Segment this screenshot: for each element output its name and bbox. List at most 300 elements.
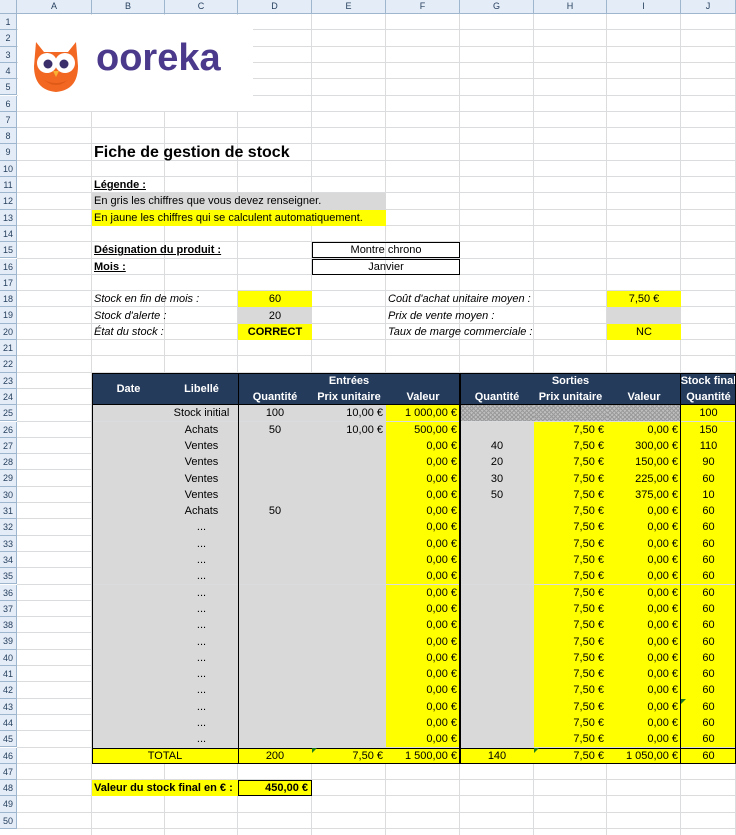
legend-yellow: En jaune les chiffres qui se calculent automatiquement. bbox=[92, 210, 386, 226]
cell-entrees-pu[interactable] bbox=[312, 731, 386, 747]
cell-sorties-qte[interactable] bbox=[460, 552, 534, 568]
cell-entrees-valeur[interactable]: 0,00 € bbox=[386, 650, 460, 666]
cell-libelle[interactable]: Ventes bbox=[165, 438, 238, 454]
cell-sorties-pu[interactable]: 7,50 € bbox=[534, 731, 607, 747]
cell-entrees-qte[interactable] bbox=[238, 470, 312, 486]
cell-date[interactable] bbox=[92, 568, 165, 584]
cell-sorties-valeur[interactable]: 0,00 € bbox=[607, 682, 681, 698]
cell-date[interactable] bbox=[92, 633, 165, 649]
cell-sorties-qte[interactable] bbox=[460, 699, 534, 715]
cell-entrees-pu[interactable] bbox=[312, 715, 386, 731]
row-header[interactable]: 22 bbox=[0, 356, 17, 372]
cell-entrees-valeur[interactable]: 0,00 € bbox=[386, 682, 460, 698]
header-stock-final: Stock final bbox=[681, 373, 736, 389]
header-entrees-valeur: Valeur bbox=[386, 389, 460, 405]
cell-entrees-qte[interactable] bbox=[238, 650, 312, 666]
row-header[interactable]: 34 bbox=[0, 552, 17, 568]
row-header[interactable]: 24 bbox=[0, 389, 17, 405]
cell-entrees-valeur[interactable]: 0,00 € bbox=[386, 454, 460, 470]
cell-sorties-pu[interactable]: 7,50 € bbox=[534, 487, 607, 503]
legend-label: Légende : bbox=[94, 179, 146, 192]
cell-libelle[interactable]: ... bbox=[165, 601, 238, 617]
row-header[interactable]: 25 bbox=[0, 405, 17, 421]
gridline bbox=[17, 355, 736, 356]
cell-sorties-valeur[interactable]: 0,00 € bbox=[607, 731, 681, 747]
cell-entrees-valeur[interactable]: 0,00 € bbox=[386, 536, 460, 552]
cell-sorties-pu[interactable]: 7,50 € bbox=[534, 422, 607, 438]
cell-entrees-valeur[interactable]: 0,00 € bbox=[386, 699, 460, 715]
cell-date[interactable] bbox=[92, 470, 165, 486]
final-value-label: Valeur du stock final en € : bbox=[92, 780, 238, 796]
cell-stock-final[interactable]: 60 bbox=[681, 519, 736, 535]
cell-stock-final[interactable]: 60 bbox=[681, 601, 736, 617]
header-libelle: Libellé bbox=[165, 373, 238, 406]
cell-sorties-valeur[interactable]: 300,00 € bbox=[607, 438, 681, 454]
cell-sorties-pu[interactable]: 7,50 € bbox=[534, 650, 607, 666]
cell-date[interactable] bbox=[92, 503, 165, 519]
row-header[interactable]: 5 bbox=[0, 79, 17, 95]
total-entrees-qte[interactable]: 200 bbox=[238, 748, 312, 764]
cell-libelle[interactable]: ... bbox=[165, 699, 238, 715]
cell-sorties-qte[interactable]: 40 bbox=[460, 438, 534, 454]
column-header-a[interactable]: A bbox=[17, 0, 92, 14]
cell-sorties-qte[interactable]: 30 bbox=[460, 470, 534, 486]
cell-sorties-valeur[interactable]: 0,00 € bbox=[607, 422, 681, 438]
cell-entrees-pu[interactable] bbox=[312, 487, 386, 503]
gridline bbox=[17, 828, 736, 829]
cell-stock-final[interactable]: 60 bbox=[681, 617, 736, 633]
cell-sorties-pu[interactable]: 7,50 € bbox=[534, 438, 607, 454]
cell-sorties-pu[interactable]: 7,50 € bbox=[534, 601, 607, 617]
total-entrees-valeur[interactable]: 1 500,00 € bbox=[386, 748, 460, 764]
cell-entrees-qte[interactable]: 50 bbox=[238, 503, 312, 519]
column-header-c[interactable]: C bbox=[165, 0, 238, 14]
cell-date[interactable] bbox=[92, 487, 165, 503]
cell-sorties-qte[interactable] bbox=[460, 568, 534, 584]
cell-sorties-valeur[interactable] bbox=[607, 405, 681, 421]
row-header[interactable]: 33 bbox=[0, 536, 17, 552]
error-indicator-icon bbox=[681, 699, 686, 704]
row-header[interactable]: 6 bbox=[0, 96, 17, 112]
column-header-b[interactable]: B bbox=[92, 0, 165, 14]
cell-stock-final[interactable]: 60 bbox=[681, 699, 736, 715]
cell-libelle[interactable]: ... bbox=[165, 519, 238, 535]
error-indicator-icon bbox=[312, 748, 317, 753]
cell-sorties-pu[interactable]: 7,50 € bbox=[534, 699, 607, 715]
row-header[interactable]: 36 bbox=[0, 585, 17, 601]
cell-entrees-qte[interactable]: 50 bbox=[238, 422, 312, 438]
margin-value[interactable]: NC bbox=[607, 324, 681, 340]
cell-sorties-pu[interactable]: 7,50 € bbox=[534, 617, 607, 633]
row-header[interactable]: 29 bbox=[0, 470, 17, 486]
cell-sorties-valeur[interactable]: 0,00 € bbox=[607, 633, 681, 649]
cell-entrees-pu[interactable] bbox=[312, 470, 386, 486]
row-header[interactable]: 4 bbox=[0, 63, 17, 79]
column-header-f[interactable]: F bbox=[386, 0, 460, 14]
error-indicator-icon bbox=[534, 748, 539, 753]
cell-stock-final[interactable]: 60 bbox=[681, 633, 736, 649]
stock-end-label: Stock en fin de mois : bbox=[94, 293, 200, 306]
cell-entrees-pu[interactable] bbox=[312, 699, 386, 715]
row-header[interactable]: 39 bbox=[0, 633, 17, 649]
cell-entrees-valeur[interactable]: 500,00 € bbox=[386, 422, 460, 438]
legend-gray: En gris les chiffres que vous devez renseigner. bbox=[92, 193, 386, 209]
cell-stock-final[interactable]: 150 bbox=[681, 422, 736, 438]
row-header[interactable]: 42 bbox=[0, 682, 17, 698]
cell-date[interactable] bbox=[92, 682, 165, 698]
cell-sorties-valeur[interactable]: 0,00 € bbox=[607, 503, 681, 519]
cell-sorties-qte[interactable] bbox=[460, 682, 534, 698]
cell-sorties-valeur[interactable]: 0,00 € bbox=[607, 536, 681, 552]
row-header[interactable]: 10 bbox=[0, 161, 17, 177]
cell-sorties-qte[interactable] bbox=[460, 666, 534, 682]
cell-sorties-pu[interactable]: 7,50 € bbox=[534, 536, 607, 552]
cell-entrees-qte[interactable] bbox=[238, 519, 312, 535]
total-sorties-valeur[interactable]: 1 050,00 € bbox=[607, 748, 681, 764]
total-sorties-qte[interactable]: 140 bbox=[460, 748, 534, 764]
cell-entrees-valeur[interactable]: 0,00 € bbox=[386, 568, 460, 584]
row-header[interactable]: 50 bbox=[0, 813, 17, 829]
cell-entrees-pu[interactable] bbox=[312, 617, 386, 633]
cell-sorties-pu[interactable]: 7,50 € bbox=[534, 519, 607, 535]
cell-entrees-pu[interactable]: 10,00 € bbox=[312, 422, 386, 438]
column-header-d[interactable]: D bbox=[238, 0, 312, 14]
cell-sorties-qte[interactable] bbox=[460, 405, 534, 421]
cell-entrees-qte[interactable] bbox=[238, 731, 312, 747]
cell-entrees-qte[interactable] bbox=[238, 552, 312, 568]
cell-entrees-valeur[interactable]: 0,00 € bbox=[386, 552, 460, 568]
row-header[interactable]: 28 bbox=[0, 454, 17, 470]
row-header[interactable]: 7 bbox=[0, 112, 17, 128]
cell-libelle[interactable]: ... bbox=[165, 666, 238, 682]
cell-libelle[interactable]: ... bbox=[165, 682, 238, 698]
cell-entrees-qte[interactable] bbox=[238, 715, 312, 731]
cell-sorties-pu[interactable]: 7,50 € bbox=[534, 715, 607, 731]
cell-entrees-valeur[interactable]: 0,00 € bbox=[386, 715, 460, 731]
cell-entrees-qte[interactable]: 100 bbox=[238, 405, 312, 421]
cell-sorties-qte[interactable] bbox=[460, 585, 534, 601]
cell-date[interactable] bbox=[92, 438, 165, 454]
row-header[interactable]: 23 bbox=[0, 373, 17, 389]
cell-entrees-pu[interactable] bbox=[312, 585, 386, 601]
row-header[interactable]: 21 bbox=[0, 340, 17, 356]
total-label: TOTAL bbox=[92, 748, 238, 764]
avg-sale-value[interactable] bbox=[607, 307, 681, 323]
cell-entrees-qte[interactable] bbox=[238, 454, 312, 470]
row-header[interactable]: 8 bbox=[0, 128, 17, 144]
cell-entrees-qte[interactable] bbox=[238, 633, 312, 649]
cell-sorties-valeur[interactable]: 375,00 € bbox=[607, 487, 681, 503]
row-header[interactable]: 26 bbox=[0, 422, 17, 438]
header-stock-final-qte: Quantité bbox=[681, 389, 736, 405]
row-header[interactable]: 9 bbox=[0, 144, 17, 160]
cell-sorties-qte[interactable] bbox=[460, 601, 534, 617]
brand-logo: ooreka bbox=[96, 37, 221, 79]
row-header[interactable]: 19 bbox=[0, 307, 17, 323]
row-header[interactable]: 27 bbox=[0, 438, 17, 454]
cell-sorties-qte[interactable] bbox=[460, 715, 534, 731]
total-entrees-pu[interactable]: 7,50 € bbox=[312, 748, 386, 764]
cell-sorties-qte[interactable] bbox=[460, 617, 534, 633]
cell-sorties-qte[interactable] bbox=[460, 633, 534, 649]
row-header[interactable]: 48 bbox=[0, 780, 17, 796]
row-header[interactable]: 46 bbox=[0, 748, 17, 764]
page-title: Fiche de gestion de stock bbox=[94, 144, 290, 161]
cell-sorties-valeur[interactable]: 225,00 € bbox=[607, 470, 681, 486]
cell-sorties-pu[interactable]: 7,50 € bbox=[534, 666, 607, 682]
cell-date[interactable] bbox=[92, 699, 165, 715]
row-header[interactable]: 3 bbox=[0, 47, 17, 63]
designation-label: Désignation du produit : bbox=[94, 244, 222, 257]
cell-sorties-valeur[interactable]: 0,00 € bbox=[607, 568, 681, 584]
cell-entrees-valeur[interactable]: 0,00 € bbox=[386, 438, 460, 454]
cell-entrees-qte[interactable] bbox=[238, 666, 312, 682]
stock-state-value[interactable]: CORRECT bbox=[238, 324, 312, 340]
cell-libelle[interactable]: Achats bbox=[165, 422, 238, 438]
column-header-j[interactable]: J bbox=[681, 0, 736, 14]
cell-stock-final[interactable]: 60 bbox=[681, 666, 736, 682]
cell-sorties-valeur[interactable]: 0,00 € bbox=[607, 650, 681, 666]
cell-stock-final[interactable]: 60 bbox=[681, 503, 736, 519]
row-header[interactable]: 32 bbox=[0, 519, 17, 535]
row-header[interactable]: 30 bbox=[0, 487, 17, 503]
row-header[interactable]: 31 bbox=[0, 503, 17, 519]
cell-entrees-valeur[interactable]: 0,00 € bbox=[386, 633, 460, 649]
cell-entrees-pu[interactable] bbox=[312, 666, 386, 682]
header-entrees-qte: Quantité bbox=[238, 389, 312, 405]
cell-entrees-pu[interactable] bbox=[312, 438, 386, 454]
cell-entrees-valeur[interactable]: 0,00 € bbox=[386, 731, 460, 747]
month-value[interactable]: Janvier bbox=[312, 259, 460, 275]
cell-entrees-qte[interactable] bbox=[238, 536, 312, 552]
cell-libelle[interactable]: ... bbox=[165, 731, 238, 747]
cell-entrees-valeur[interactable]: 0,00 € bbox=[386, 585, 460, 601]
gridline bbox=[17, 812, 736, 813]
cell-entrees-pu[interactable] bbox=[312, 568, 386, 584]
cell-date[interactable] bbox=[92, 519, 165, 535]
row-header[interactable]: 40 bbox=[0, 650, 17, 666]
cell-entrees-valeur[interactable]: 0,00 € bbox=[386, 617, 460, 633]
cell-sorties-valeur[interactable]: 150,00 € bbox=[607, 454, 681, 470]
avg-cost-value[interactable]: 7,50 € bbox=[607, 291, 681, 307]
cell-libelle[interactable]: ... bbox=[165, 650, 238, 666]
cell-sorties-valeur[interactable]: 0,00 € bbox=[607, 699, 681, 715]
row-header[interactable]: 49 bbox=[0, 796, 17, 812]
cell-libelle[interactable]: ... bbox=[165, 715, 238, 731]
cell-entrees-qte[interactable] bbox=[238, 585, 312, 601]
cell-entrees-pu[interactable] bbox=[312, 503, 386, 519]
header-sorties: Sorties bbox=[460, 373, 681, 389]
cell-date[interactable] bbox=[92, 650, 165, 666]
stock-alert-value[interactable]: 20 bbox=[238, 307, 312, 323]
cell-sorties-pu[interactable]: 7,50 € bbox=[534, 585, 607, 601]
cell-sorties-pu[interactable]: 7,50 € bbox=[534, 682, 607, 698]
cell-entrees-pu[interactable] bbox=[312, 601, 386, 617]
total-sorties-pu[interactable]: 7,50 € bbox=[534, 748, 607, 764]
cell-entrees-pu[interactable] bbox=[312, 454, 386, 470]
cell-sorties-qte[interactable] bbox=[460, 650, 534, 666]
column-header-i[interactable]: I bbox=[607, 0, 681, 14]
row-header[interactable]: 35 bbox=[0, 568, 17, 584]
cell-sorties-valeur[interactable]: 0,00 € bbox=[607, 715, 681, 731]
cell-sorties-pu[interactable]: 7,50 € bbox=[534, 633, 607, 649]
cell-stock-final[interactable]: 60 bbox=[681, 470, 736, 486]
cell-entrees-qte[interactable] bbox=[238, 487, 312, 503]
row-header[interactable]: 17 bbox=[0, 275, 17, 291]
cell-date[interactable] bbox=[92, 731, 165, 747]
cell-sorties-qte[interactable] bbox=[460, 536, 534, 552]
cell-sorties-pu[interactable]: 7,50 € bbox=[534, 568, 607, 584]
row-header[interactable]: 13 bbox=[0, 210, 17, 226]
cell-sorties-qte[interactable]: 50 bbox=[460, 487, 534, 503]
cell-sorties-pu[interactable] bbox=[534, 405, 607, 421]
stock-state-label: État du stock : bbox=[94, 325, 164, 338]
row-header[interactable]: 44 bbox=[0, 715, 17, 731]
cell-sorties-valeur[interactable]: 0,00 € bbox=[607, 666, 681, 682]
stock-alert-label: Stock d'alerte : bbox=[94, 309, 167, 322]
cell-date[interactable] bbox=[92, 617, 165, 633]
cell-entrees-valeur[interactable]: 0,00 € bbox=[386, 519, 460, 535]
cell-sorties-valeur[interactable]: 0,00 € bbox=[607, 552, 681, 568]
cell-entrees-qte[interactable] bbox=[238, 682, 312, 698]
cell-entrees-valeur[interactable]: 0,00 € bbox=[386, 470, 460, 486]
cell-entrees-pu[interactable] bbox=[312, 633, 386, 649]
cell-entrees-pu[interactable] bbox=[312, 552, 386, 568]
cell-sorties-valeur[interactable]: 0,00 € bbox=[607, 585, 681, 601]
cell-entrees-pu[interactable] bbox=[312, 682, 386, 698]
owl-icon bbox=[30, 36, 82, 97]
cell-entrees-valeur[interactable]: 0,00 € bbox=[386, 666, 460, 682]
cell-entrees-qte[interactable] bbox=[238, 568, 312, 584]
row-header[interactable]: 47 bbox=[0, 764, 17, 780]
cell-stock-final[interactable]: 60 bbox=[681, 715, 736, 731]
row-header[interactable]: 2 bbox=[0, 30, 17, 46]
cell-entrees-valeur[interactable]: 0,00 € bbox=[386, 601, 460, 617]
cell-stock-final[interactable]: 110 bbox=[681, 438, 736, 454]
row-header[interactable]: 38 bbox=[0, 617, 17, 633]
row-header[interactable]: 18 bbox=[0, 291, 17, 307]
header-date: Date bbox=[92, 373, 165, 406]
cell-libelle[interactable]: Ventes bbox=[165, 470, 238, 486]
cell-libelle[interactable]: ... bbox=[165, 633, 238, 649]
cell-stock-final[interactable]: 60 bbox=[681, 536, 736, 552]
cell-entrees-valeur[interactable]: 0,00 € bbox=[386, 487, 460, 503]
cell-sorties-qte[interactable] bbox=[460, 731, 534, 747]
avg-cost-label: Coût d'achat unitaire moyen : bbox=[388, 293, 531, 306]
row-header[interactable]: 14 bbox=[0, 226, 17, 242]
cell-libelle[interactable]: ... bbox=[165, 552, 238, 568]
cell-stock-final[interactable]: 60 bbox=[681, 682, 736, 698]
cell-sorties-valeur[interactable]: 0,00 € bbox=[607, 519, 681, 535]
cell-entrees-pu[interactable] bbox=[312, 519, 386, 535]
gridline bbox=[17, 127, 736, 128]
cell-stock-final[interactable]: 100 bbox=[681, 405, 736, 421]
cell-sorties-qte[interactable] bbox=[460, 519, 534, 535]
cell-libelle[interactable]: Stock initial bbox=[165, 405, 238, 421]
cell-date[interactable] bbox=[92, 405, 165, 421]
cell-libelle[interactable]: ... bbox=[165, 568, 238, 584]
cell-stock-final[interactable]: 60 bbox=[681, 650, 736, 666]
cell-date[interactable] bbox=[92, 585, 165, 601]
cell-sorties-qte[interactable]: 20 bbox=[460, 454, 534, 470]
cell-entrees-qte[interactable] bbox=[238, 699, 312, 715]
cell-libelle[interactable]: Ventes bbox=[165, 487, 238, 503]
cell-sorties-pu[interactable]: 7,50 € bbox=[534, 552, 607, 568]
margin-label: Taux de marge commerciale : bbox=[388, 325, 533, 338]
cell-entrees-valeur[interactable]: 0,00 € bbox=[386, 503, 460, 519]
cell-libelle[interactable]: ... bbox=[165, 617, 238, 633]
row-header[interactable]: 12 bbox=[0, 193, 17, 209]
cell-libelle[interactable]: Achats bbox=[165, 503, 238, 519]
cell-sorties-pu[interactable]: 7,50 € bbox=[534, 503, 607, 519]
avg-sale-label: Prix de vente moyen : bbox=[388, 309, 495, 322]
cell-date[interactable] bbox=[92, 454, 165, 470]
cell-stock-final[interactable]: 60 bbox=[681, 552, 736, 568]
row-header[interactable]: 15 bbox=[0, 242, 17, 258]
row-header[interactable]: 11 bbox=[0, 177, 17, 193]
cell-stock-final[interactable]: 10 bbox=[681, 487, 736, 503]
cell-date[interactable] bbox=[92, 666, 165, 682]
row-header[interactable]: 20 bbox=[0, 324, 17, 340]
header-entrees-pu: Prix unitaire bbox=[312, 389, 386, 405]
column-header-e[interactable]: E bbox=[312, 0, 386, 14]
final-value[interactable]: 450,00 € bbox=[238, 780, 312, 796]
cell-entrees-pu[interactable] bbox=[312, 650, 386, 666]
cell-sorties-qte[interactable] bbox=[460, 422, 534, 438]
cell-sorties-valeur[interactable]: 0,00 € bbox=[607, 601, 681, 617]
cell-stock-final[interactable]: 60 bbox=[681, 731, 736, 747]
row-header[interactable]: 45 bbox=[0, 731, 17, 747]
cell-entrees-qte[interactable] bbox=[238, 438, 312, 454]
cell-entrees-qte[interactable] bbox=[238, 601, 312, 617]
cell-sorties-pu[interactable]: 7,50 € bbox=[534, 454, 607, 470]
cell-sorties-pu[interactable]: 7,50 € bbox=[534, 470, 607, 486]
column-header-h[interactable]: H bbox=[534, 0, 607, 14]
total-stock-final[interactable]: 60 bbox=[681, 748, 736, 764]
header-sorties-qte: Quantité bbox=[460, 389, 534, 405]
cell-stock-final[interactable]: 60 bbox=[681, 585, 736, 601]
row-header[interactable]: 16 bbox=[0, 259, 17, 275]
month-label: Mois : bbox=[94, 260, 126, 273]
cell-date[interactable] bbox=[92, 422, 165, 438]
cell-libelle[interactable]: Ventes bbox=[165, 454, 238, 470]
cell-entrees-pu[interactable] bbox=[312, 536, 386, 552]
cell-date[interactable] bbox=[92, 715, 165, 731]
row-header[interactable]: 37 bbox=[0, 601, 17, 617]
cell-date[interactable] bbox=[92, 601, 165, 617]
cell-date[interactable] bbox=[92, 536, 165, 552]
stock-end-value[interactable]: 60 bbox=[238, 291, 312, 307]
select-all-corner[interactable] bbox=[0, 0, 17, 14]
cell-entrees-qte[interactable] bbox=[238, 617, 312, 633]
designation-value[interactable]: Montre chrono bbox=[312, 242, 460, 258]
column-header-g[interactable]: G bbox=[460, 0, 534, 14]
header-sorties-pu: Prix unitaire bbox=[534, 389, 607, 405]
row-header[interactable]: 43 bbox=[0, 699, 17, 715]
cell-entrees-valeur[interactable]: 1 000,00 € bbox=[386, 405, 460, 421]
cell-entrees-pu[interactable]: 10,00 € bbox=[312, 405, 386, 421]
cell-date[interactable] bbox=[92, 552, 165, 568]
cell-stock-final[interactable]: 90 bbox=[681, 454, 736, 470]
row-header[interactable]: 41 bbox=[0, 666, 17, 682]
cell-stock-final[interactable]: 60 bbox=[681, 568, 736, 584]
cell-sorties-qte[interactable] bbox=[460, 503, 534, 519]
cell-sorties-valeur[interactable]: 0,00 € bbox=[607, 617, 681, 633]
cell-libelle[interactable]: ... bbox=[165, 585, 238, 601]
row-header[interactable]: 1 bbox=[0, 14, 17, 30]
header-entrees: Entrées bbox=[238, 373, 460, 389]
cell-libelle[interactable]: ... bbox=[165, 536, 238, 552]
